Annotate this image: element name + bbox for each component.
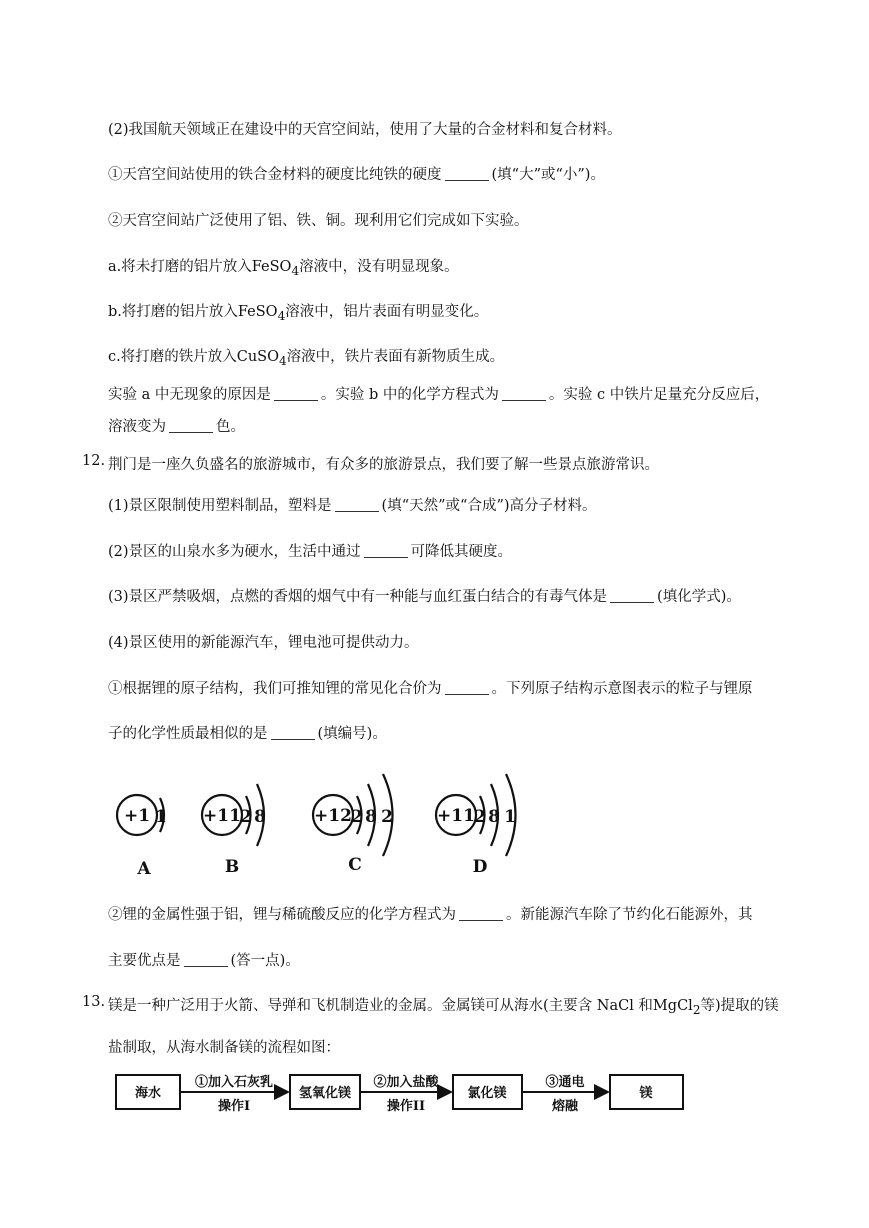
flow-step-label: ②加入盐酸 <box>373 1075 439 1090</box>
experiment-a-text-end: 溶液中，没有明显现象。 <box>299 259 459 275</box>
flow-step-label: 操作I <box>217 1099 251 1114</box>
q12-sub4: (4)景区使用的新能源汽车，锂电池可提供动力。 <box>108 635 419 651</box>
flow-box-label: 氯化镁 <box>467 1086 507 1101</box>
q12-sub4-2-text-3: 主要优点是 <box>108 953 181 969</box>
atom-label: C <box>348 855 362 875</box>
shell-electrons: 2 <box>474 807 486 827</box>
q12-sub3-text: (3)景区严禁吸烟，点燃的香烟的烟气中有一种能与血红蛋白结合的有毒气体是 <box>108 589 608 605</box>
q12-sub4-1 <box>108 677 753 698</box>
shell-electrons: 8 <box>488 807 500 827</box>
subscript: 4 <box>277 308 286 323</box>
q12-sub3-hint: (填化学式)。 <box>657 589 741 605</box>
answer-blank[interactable] <box>364 557 408 558</box>
q12-sub3 <box>108 585 741 606</box>
flow-step-label: ①加入石灰乳 <box>194 1075 274 1090</box>
nucleus-charge: +12 <box>314 806 352 826</box>
answer-blank[interactable] <box>610 602 654 603</box>
q13-stem <box>108 994 779 1017</box>
part2-q1-text: ①天宫空间站使用的铁合金材料的硬度比纯铁的硬度 <box>108 167 442 183</box>
exp-text-5: 色。 <box>216 419 245 435</box>
experiment-c <box>108 345 504 368</box>
atom-structure-diagrams <box>100 760 560 885</box>
part2-q2: ②天宫空间站广泛使用了铝、铁、铜。现利用它们完成如下实验。 <box>108 213 529 229</box>
nucleus-charge: +1 <box>123 806 151 826</box>
atom-label: D <box>472 857 488 877</box>
subscript: 4 <box>278 353 287 368</box>
experiment-a-text: a.将未打磨的铝片放入FeSO <box>108 259 292 275</box>
answer-blank[interactable] <box>184 966 228 967</box>
answer-blank[interactable] <box>274 400 318 401</box>
answer-blank[interactable] <box>459 920 503 921</box>
q13-stem-text: 镁是一种广泛用于火箭、导弹和飞机制造业的金属。金属镁可从海水(主要含 NaCl 和MgCl <box>108 998 693 1014</box>
q12-sub1-hint: (填“天然”或“合成”)高分子材料。 <box>381 498 597 514</box>
exp-text-1: 实验 a 中无现象的原因是 <box>108 387 271 403</box>
shell-electrons: 2 <box>381 807 393 827</box>
part2-q1 <box>108 163 605 184</box>
answer-blank[interactable] <box>271 739 315 740</box>
q12-sub4-2 <box>108 903 753 924</box>
q12-sub4-2-text: ②锂的金属性强于铝，锂与稀硫酸反应的化学方程式为 <box>108 907 456 923</box>
atom-label: A <box>137 859 151 879</box>
subscript: 4 <box>291 263 300 278</box>
answer-blank[interactable] <box>445 694 489 695</box>
q12-sub2-hint: 可降低其硬度。 <box>410 544 513 560</box>
subscript: 2 <box>692 1002 701 1017</box>
flow-box-label: 镁 <box>639 1086 653 1101</box>
atom-label: B <box>224 857 240 877</box>
answer-blank[interactable] <box>502 400 546 401</box>
flow-step-label: ③通电 <box>545 1075 585 1090</box>
shell-electrons: 8 <box>365 807 377 827</box>
answer-blank[interactable] <box>445 180 489 181</box>
experiment-c-text-end: 溶液中，铁片表面有新物质生成。 <box>286 349 505 365</box>
flow-box-label: 海水 <box>134 1086 162 1101</box>
q12-sub1-text: (1)景区限制使用塑料制品，塑料是 <box>108 498 332 514</box>
magnesium-flow-diagram <box>110 1072 690 1124</box>
question-number: 12. <box>82 453 106 469</box>
q12-sub4-1-text: ①根据锂的原子结构，我们可推知锂的常见化合价为 <box>108 681 442 697</box>
question-number: 13. <box>82 994 106 1010</box>
q12-sub2-text: (2)景区的山泉水多为硬水，生活中通过 <box>108 544 361 560</box>
nucleus-charge: +11 <box>203 806 241 826</box>
shell-electrons: 1 <box>504 807 516 827</box>
q12-stem: 荆门是一座久负盛名的旅游城市，有众多的旅游景点，我们要了解一些景点旅游常识。 <box>108 457 659 473</box>
q12-sub4-1-hint: (填编号)。 <box>317 726 387 742</box>
q12-sub4-1-text-2: 。下列原子结构示意图表示的粒子与锂原 <box>491 681 753 697</box>
q12-sub1 <box>108 494 597 515</box>
q12-sub4-1-text-3: 子的化学性质最相似的是 <box>108 726 268 742</box>
exp-text-3: 。实验 c 中铁片足量充分反应后， <box>548 387 770 403</box>
flow-step-label: 操作II <box>386 1099 426 1114</box>
experiment-question <box>108 379 793 443</box>
flow-box-label: 氢氧化镁 <box>298 1086 352 1101</box>
shell-electrons: 8 <box>254 807 266 827</box>
part2-intro: (2)我国航天领域正在建设中的天宫空间站，使用了大量的合金材料和复合材料。 <box>108 122 622 138</box>
experiment-a <box>108 255 459 278</box>
q12-sub4-2-cont <box>108 949 300 970</box>
shell-electrons: 2 <box>240 807 252 827</box>
exp-text-2: 。实验 b 中的化学方程式为 <box>320 387 499 403</box>
q12-sub4-2-hint: (答一点)。 <box>230 953 300 969</box>
part2-q1-hint: (填“大”或“小”)。 <box>491 167 605 183</box>
answer-blank[interactable] <box>335 511 379 512</box>
experiment-b-text-end: 溶液中，铝片表面有明显变化。 <box>285 304 489 320</box>
q13-stem-cont: 盐制取，从海水制备镁的流程如图： <box>108 1040 340 1056</box>
flow-step-label: 熔融 <box>551 1099 579 1114</box>
q12-sub4-2-text-2: 。新能源汽车除了节约化石能源外，其 <box>506 907 753 923</box>
answer-blank[interactable] <box>169 432 213 433</box>
experiment-c-text: c.将打磨的铁片放入CuSO <box>108 349 279 365</box>
nucleus-charge: +11 <box>437 806 475 826</box>
q13-stem-text-2: 等)提取的镁 <box>700 998 779 1014</box>
q12-sub4-1-cont <box>108 722 387 743</box>
experiment-b-text: b.将打磨的铝片放入FeSO <box>108 304 278 320</box>
q12-sub2 <box>108 540 512 561</box>
shell-electrons: 2 <box>351 807 363 827</box>
experiment-b <box>108 300 488 323</box>
exp-text-4: 溶液变为 <box>108 419 166 435</box>
shell-electrons: 1 <box>155 807 167 827</box>
